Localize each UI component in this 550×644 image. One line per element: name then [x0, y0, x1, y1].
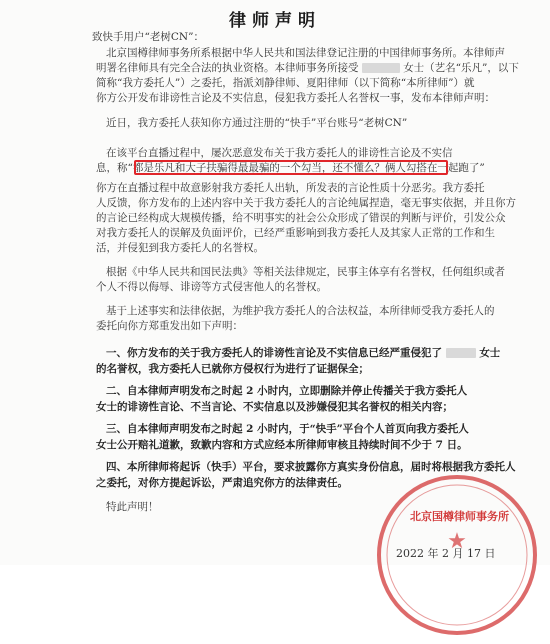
para3-line1: 根据《中华人民共和国民法典》等相关法律规定，民事主体享有名誉权，任何组织或者 — [106, 266, 505, 278]
para2-line4: 你方在直播过程中故意影射我方委托人出轨，所发表的言论性质十分恶劣。我方委托 — [96, 182, 485, 194]
para1-line3: 简称“我方委托人”）之委托，指派刘静律师、夏阳律师（以下简称“本所律师”）就 — [96, 77, 475, 89]
para1-line2-text: 明署名律师具有完全合法的执业资格。本律师事务所接受 — [96, 62, 359, 74]
item4-line1: 四、本所律师将起诉（快手）平台，要求披露你方真实身份信息，届时将根据我方委托人 — [106, 461, 516, 473]
para1-line4: 你方公开发布诽谤性言论及不实信息，侵犯我方委托人名誉权一事，发布本律师声明： — [96, 92, 495, 104]
redaction — [446, 348, 476, 358]
seal-label: 北京国樽律师事务所 — [410, 510, 509, 523]
para2-line1: 近日，我方委托人获知你方通过注册的“快手”平台账号“老树CN” — [106, 117, 408, 129]
quote-highlight-box — [134, 160, 448, 175]
svg-text:★: ★ — [447, 529, 467, 554]
item1-text: 一、你方发布的关于我方委托人的诽谤性言论及不实信息已经严重侵犯了 — [106, 347, 442, 359]
greeting: 致快手用户“老树CN”： — [92, 31, 204, 43]
closing: 特此声明！ — [106, 501, 159, 513]
para2-line6: 的言论已经构成大规模传播，给不明事实的社会公众形成了错误的判断与评价，引发公众 — [96, 212, 506, 224]
para2-line5: 人反馈，你方发布的上述内容中关于我方委托人的言论纯属捏造，毫无事实依据，并且你方 — [96, 197, 516, 209]
para2-line2: 在该平台直播过程中，屡次恶意发布关于我方委托人的诽谤性言论及不实信 — [106, 147, 453, 159]
para2-line3-quote: 息，称“都是乐凡和大子扶骗得最最骗的一个勾当，还不懂么？俩人勾搭在一起跑了” — [96, 162, 485, 174]
item3-line2: 女士公开赔礼道歉，致歉内容和方式应经本所律师审核且持续时间不少于 7 日。 — [96, 439, 468, 451]
signature-date: 2022 年 2 月 17 日 — [396, 547, 496, 560]
para2-line8: 活，并侵犯到我方委托人的名誉权。 — [96, 242, 264, 254]
para1-line2 — [96, 61, 519, 75]
document-title: 律师声明 — [229, 11, 321, 31]
item2-line2: 女士的诽谤性言论、不当言论、不实信息以及涉嫌侵犯其名誉权的相关内容； — [96, 401, 453, 413]
item2-line1: 二、自本律师声明发布之时起 2 小时内，立即删除并停止传播关于我方委托人 — [106, 385, 468, 397]
item3-line1: 三、自本律师声明发布之时起 2 小时内，于“快手”平台个人首页向我方委托人 — [106, 423, 469, 435]
para1-line2-tail: 女士（艺名“乐凡”，以下 — [403, 62, 519, 74]
redaction — [362, 63, 400, 73]
item1-tail: 女士 — [479, 347, 501, 359]
para4-line2: 委托向你方郑重发出如下声明： — [96, 320, 243, 332]
para2-line7: 对我方委托人的误解及负面评价，已经严重影响到我方委托人及其家人正常的工作和生 — [96, 227, 495, 239]
para1-line1: 北京国樽律师事务所系根据中华人民共和国法律登记注册的中国律师事务所。本律师声 — [106, 47, 505, 59]
item1-line1 — [106, 346, 501, 360]
para3-line2: 个人不得以侮辱、诽谤等方式侵害他人的名誉权。 — [96, 281, 327, 293]
item1-line2: 的名誉权，我方委托人已就你方侵权行为进行了证据保全； — [96, 363, 369, 375]
item4-line2: 之委托，对你方提起诉讼，严肃追究你方的法律责任。 — [96, 477, 348, 489]
para4-line1: 基于上述事实和法律依据，为维护我方委托人的合法权益，本所律师受我方委托人的 — [106, 305, 495, 317]
